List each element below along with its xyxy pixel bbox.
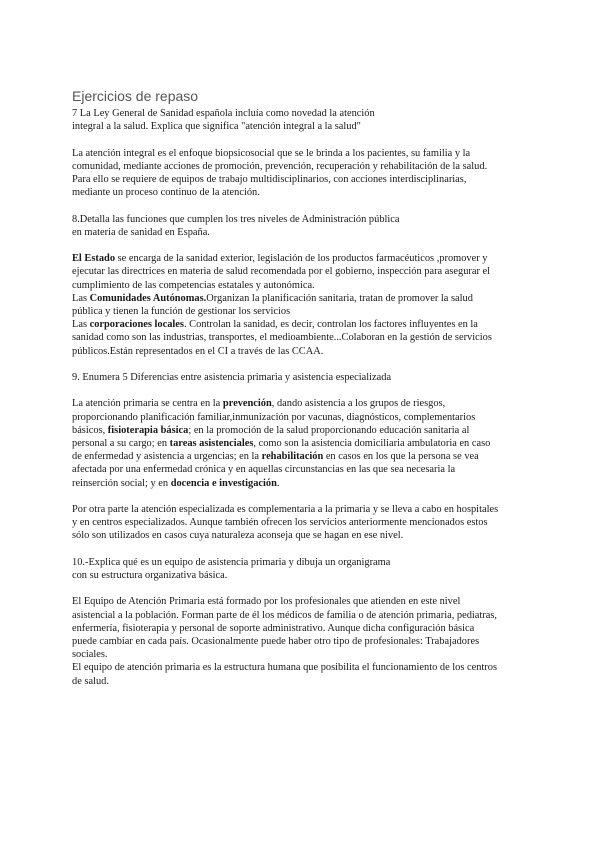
text: en casos en los que la persona se vea — [323, 451, 479, 463]
comunidades-prefix: Las — [72, 292, 90, 304]
text: , dando asistencia a los grupos de riesgos, — [271, 398, 446, 410]
tareas-term: tareas asistenciales — [169, 438, 254, 449]
answer-9-p2-line-1: Por otra parte la atención especializada es complementaria a la primaria y se lleva a cabo en hospitales — [72, 504, 499, 515]
answer-10-line-5: sociales. — [72, 649, 108, 661]
question-8 — [72, 213, 532, 239]
corporaciones-line-3: públicos.Están representados en el CI a través de las CCAA. — [72, 345, 324, 357]
answer-10-line-6: El equipo de atención primaria es la estructura humana que posibilita el funcionamiento de los centros — [72, 662, 498, 674]
answer-9-p1-line-3 — [72, 424, 532, 437]
answer-7-line-3: Para ello se requiere de equipos de trabajo multidisciplinarios, con acciones interdisciplinarias, — [72, 174, 467, 185]
page-title: Ejercicios de repaso — [72, 88, 199, 104]
comunidades-line-1 — [72, 292, 532, 305]
corporaciones-prefix: Las — [72, 319, 90, 331]
corporaciones-term: corporaciones locales — [89, 319, 184, 331]
text: , como son la asistencia domiciliaria ambulatoria en caso — [253, 438, 491, 449]
question-10-line-1: 10.-Explica qué es un equipo de asistencia primaria y dibuja un organigrama — [72, 556, 391, 568]
question-9: 9. Enumera 5 Diferencias entre asistencia primaria y asistencia especializada — [72, 372, 392, 383]
docencia-term: docencia e investigación — [170, 477, 277, 489]
estado-line-2: ejecutar las directrices en materia de salud recomendada por el gobierno, inspección para asegurar el — [72, 266, 491, 278]
corporaciones-line-1 — [72, 318, 532, 331]
fisioterapia-term: fisioterapia básica — [107, 424, 189, 436]
estado-text: se encarga de la sanidad exterior, legislación de los productos farmacéuticos ,promover y — [115, 253, 488, 265]
question-7 — [72, 107, 532, 133]
question-7-line-2: integral a la salud. Explica que significa "atención integral a la salud" — [72, 121, 361, 133]
text: ; en la promoción de la salud proporcionando educación sanitaria al — [188, 424, 470, 436]
document-content — [72, 88, 532, 688]
estado-term: El Estado — [72, 253, 116, 265]
answer-7-line-4: mediante un proceso continuo de la atención. — [72, 187, 260, 199]
question-8-line-1: 8.Detalla las funciones que cumplen los tres niveles de Administración pública — [72, 213, 400, 225]
text: de enfermedad y asistencia a urgencias; en la — [72, 451, 262, 463]
comunidades-line-2: pública y tienen la función de gestionar los servicios — [72, 306, 291, 317]
text: . — [276, 477, 280, 489]
answer-10-line-4: puede cambiar en cada país. Ocasionalmente puede haber otro tipo de profesionales: Trabajadores — [72, 636, 480, 647]
comunidades-term: Comunidades Autónomas. — [89, 292, 207, 304]
answer-10-line-2: asistencial a la población. Forman parte de él los médicos de familia o de atención primaria, pediatras, — [72, 609, 497, 621]
comunidades-text: Organizan la planificación sanitaria, tratan de promover la salud — [206, 292, 473, 304]
text: reinserción social; y en — [72, 477, 171, 489]
rehabilitacion-term: rehabilitación — [261, 451, 324, 463]
answer-9-p1-line-7 — [72, 477, 532, 490]
answer-9-paragraph-2 — [72, 503, 532, 543]
question-7-line-1: 7 La Ley General de Sanidad española incluía como novedad la atención — [72, 108, 375, 119]
answer-9-p1-line-6: afectada por una enfermedad crónica y en aquellas circunstancias en las que sea necesaria la — [72, 464, 456, 476]
answer-9-paragraph-1 — [72, 397, 532, 489]
answer-9-p1-line-1 — [72, 397, 532, 410]
estado-line-3: cumplimiento de las competencias estatales y autonómica. — [72, 279, 315, 291]
answer-10 — [72, 595, 532, 687]
answer-7-line-1: La atención integral es el enfoque biopsicosocial que se le brinda a los pacientes, su familia y la — [72, 147, 471, 159]
answer-9-p1-line-5 — [72, 450, 532, 463]
estado-line-1 — [72, 252, 532, 265]
answer-10-line-1: El Equipo de Atención Primaria está formado por los profesionales que atienden en este nivel — [72, 596, 461, 608]
answer-9-p1-line-2: proporcionando planificación familiar,inmunización por vacunas, diagnósticos, complementarios — [72, 411, 476, 423]
question-8-line-2: en materia de sanidad en España. — [72, 226, 210, 238]
answer-10-line-7: de salud. — [72, 675, 109, 687]
answer-9-p1-line-4 — [72, 437, 532, 450]
text: personal a su cargo; en — [72, 438, 170, 449]
answer-10-line-3: enfermería, fisioterapia y personal de soporte administrativo. Aunque dicha configuración básica — [72, 622, 475, 634]
question-10-line-2: con su estructura organizativa básica. — [72, 570, 228, 581]
answer-9-p2-line-3: sólo son utilizados en casos cuya naturaleza aconseja que se hagan en ese nivel. — [72, 530, 404, 542]
corporaciones-text: . Controlan la sanidad, es decir, controlan los factores influyentes en la — [183, 319, 478, 331]
question-10 — [72, 556, 532, 582]
answer-9-p2-line-2: y en centros especializados. Aunque también ofrecen los servicios anteriormente mencionados estos — [72, 517, 488, 529]
answer-7 — [72, 147, 532, 200]
answer-8 — [72, 252, 532, 358]
answer-7-line-2: comunidad, mediante acciones de promoción, prevención, recuperación y rehabilitación de la salud. — [72, 160, 488, 172]
prevencion-term: prevención — [222, 398, 272, 410]
text: básicos, — [72, 424, 108, 436]
corporaciones-line-2: sanidad como son las industrias, transportes, el medioambiente...Colaboran en la gestión de servicios — [72, 332, 492, 344]
text: La atención primaria se centra en la — [72, 398, 223, 410]
